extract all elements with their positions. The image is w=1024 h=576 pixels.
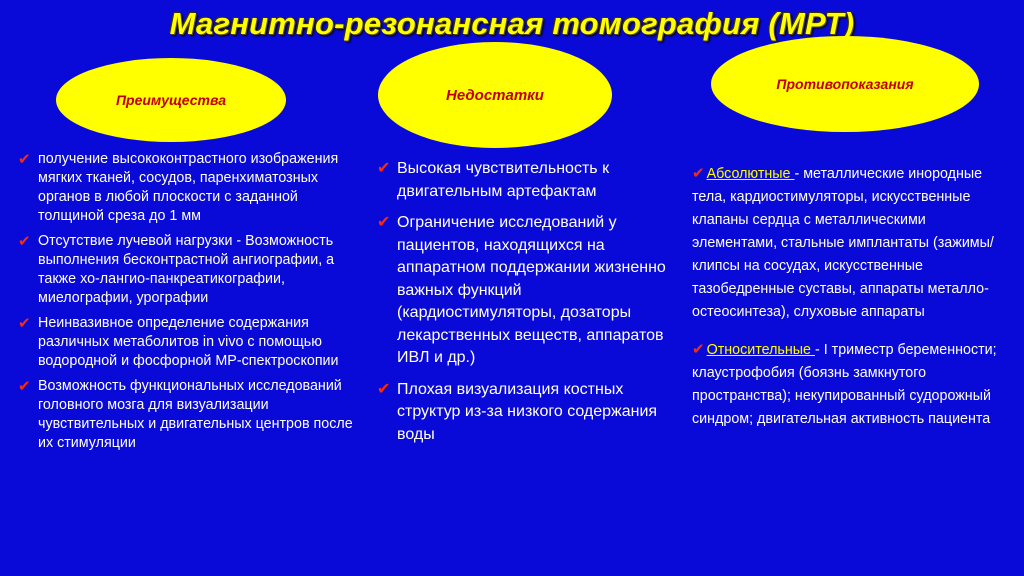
relative-contraindications (692, 338, 1010, 431)
list-item: ✔ Высокая чувствительность к двигательным артефактам (377, 160, 610, 200)
relative-term: Относительные (706, 342, 815, 358)
list-item: ✔ Возможность функциональных исследований головного мозга для визуализации чувствительных и двигательных центров после их стимуляции (18, 378, 353, 451)
list-item: ✔ Отсутствие лучевой нагрузки - Возможность выполнения бесконтрастной ангиографии, а также хо-лангио-панкреатикографии, миелографии, урографии (18, 233, 335, 306)
slide-title: Магнитно-резонансная томография (МРТ) (169, 6, 855, 41)
list-item: ✔ Плохая визуализация костных структур из-за низкого содержания воды (377, 380, 658, 443)
list-item: ✔ получение высококонтрастного изображения мягких тканей, сосудов, паренхиматозных органов в любой плоскости с заданной толщиной среза до 1 мм (18, 151, 339, 224)
check-icon: ✔ (18, 378, 31, 395)
check-icon: ✔ (692, 165, 705, 182)
advantages-oval (56, 58, 286, 142)
absolute-text: - металлические инородные тела, кардиостимуляторы, искусственные клапаны сердца с металлическими элементами, стальные имплантаты (зажимы/клипсы на сосудах, искусственные тазобедренные суставы, аппараты металло-остеосинтеза), слуховые аппараты (692, 166, 994, 320)
check-icon: ✔ (18, 315, 31, 332)
check-icon: ✔ (692, 341, 705, 358)
check-icon: ✔ (377, 160, 391, 177)
advantages-list (16, 150, 366, 459)
disadvantages-oval (378, 42, 612, 148)
contraindications-heading: Противопоказания (776, 76, 914, 92)
check-icon: ✔ (377, 214, 391, 231)
list-item: ✔ Неинвазивное определение содержания различных метаболитов in vivo с помощью водородной и фосфорной МР-спектроскопии (18, 315, 339, 369)
advantages-heading: Преимущества (115, 92, 227, 108)
disadvantages-heading: Недостатки (446, 86, 544, 104)
contraindications-list (692, 162, 1010, 431)
check-icon: ✔ (18, 233, 31, 250)
contraindications-oval (711, 36, 979, 132)
list-item: ✔ Ограничение исследований у пациентов, находящихся на аппаратном поддержании жизненно важных функций (кардиостимуляторы, дозаторы лекарственных веществ, аппаратов ИВЛ и др.) (377, 214, 666, 366)
relative-text: - I триместр беременности; клаустрофобия (боязнь замкнутого пространства); некупированный судорожный синдром; двигательная активность пациента (692, 342, 997, 427)
absolute-term: Абсолютные (706, 166, 795, 182)
absolute-contraindications (692, 162, 1010, 324)
check-icon: ✔ (18, 151, 31, 168)
check-icon: ✔ (377, 380, 391, 398)
disadvantages-list (376, 158, 676, 455)
